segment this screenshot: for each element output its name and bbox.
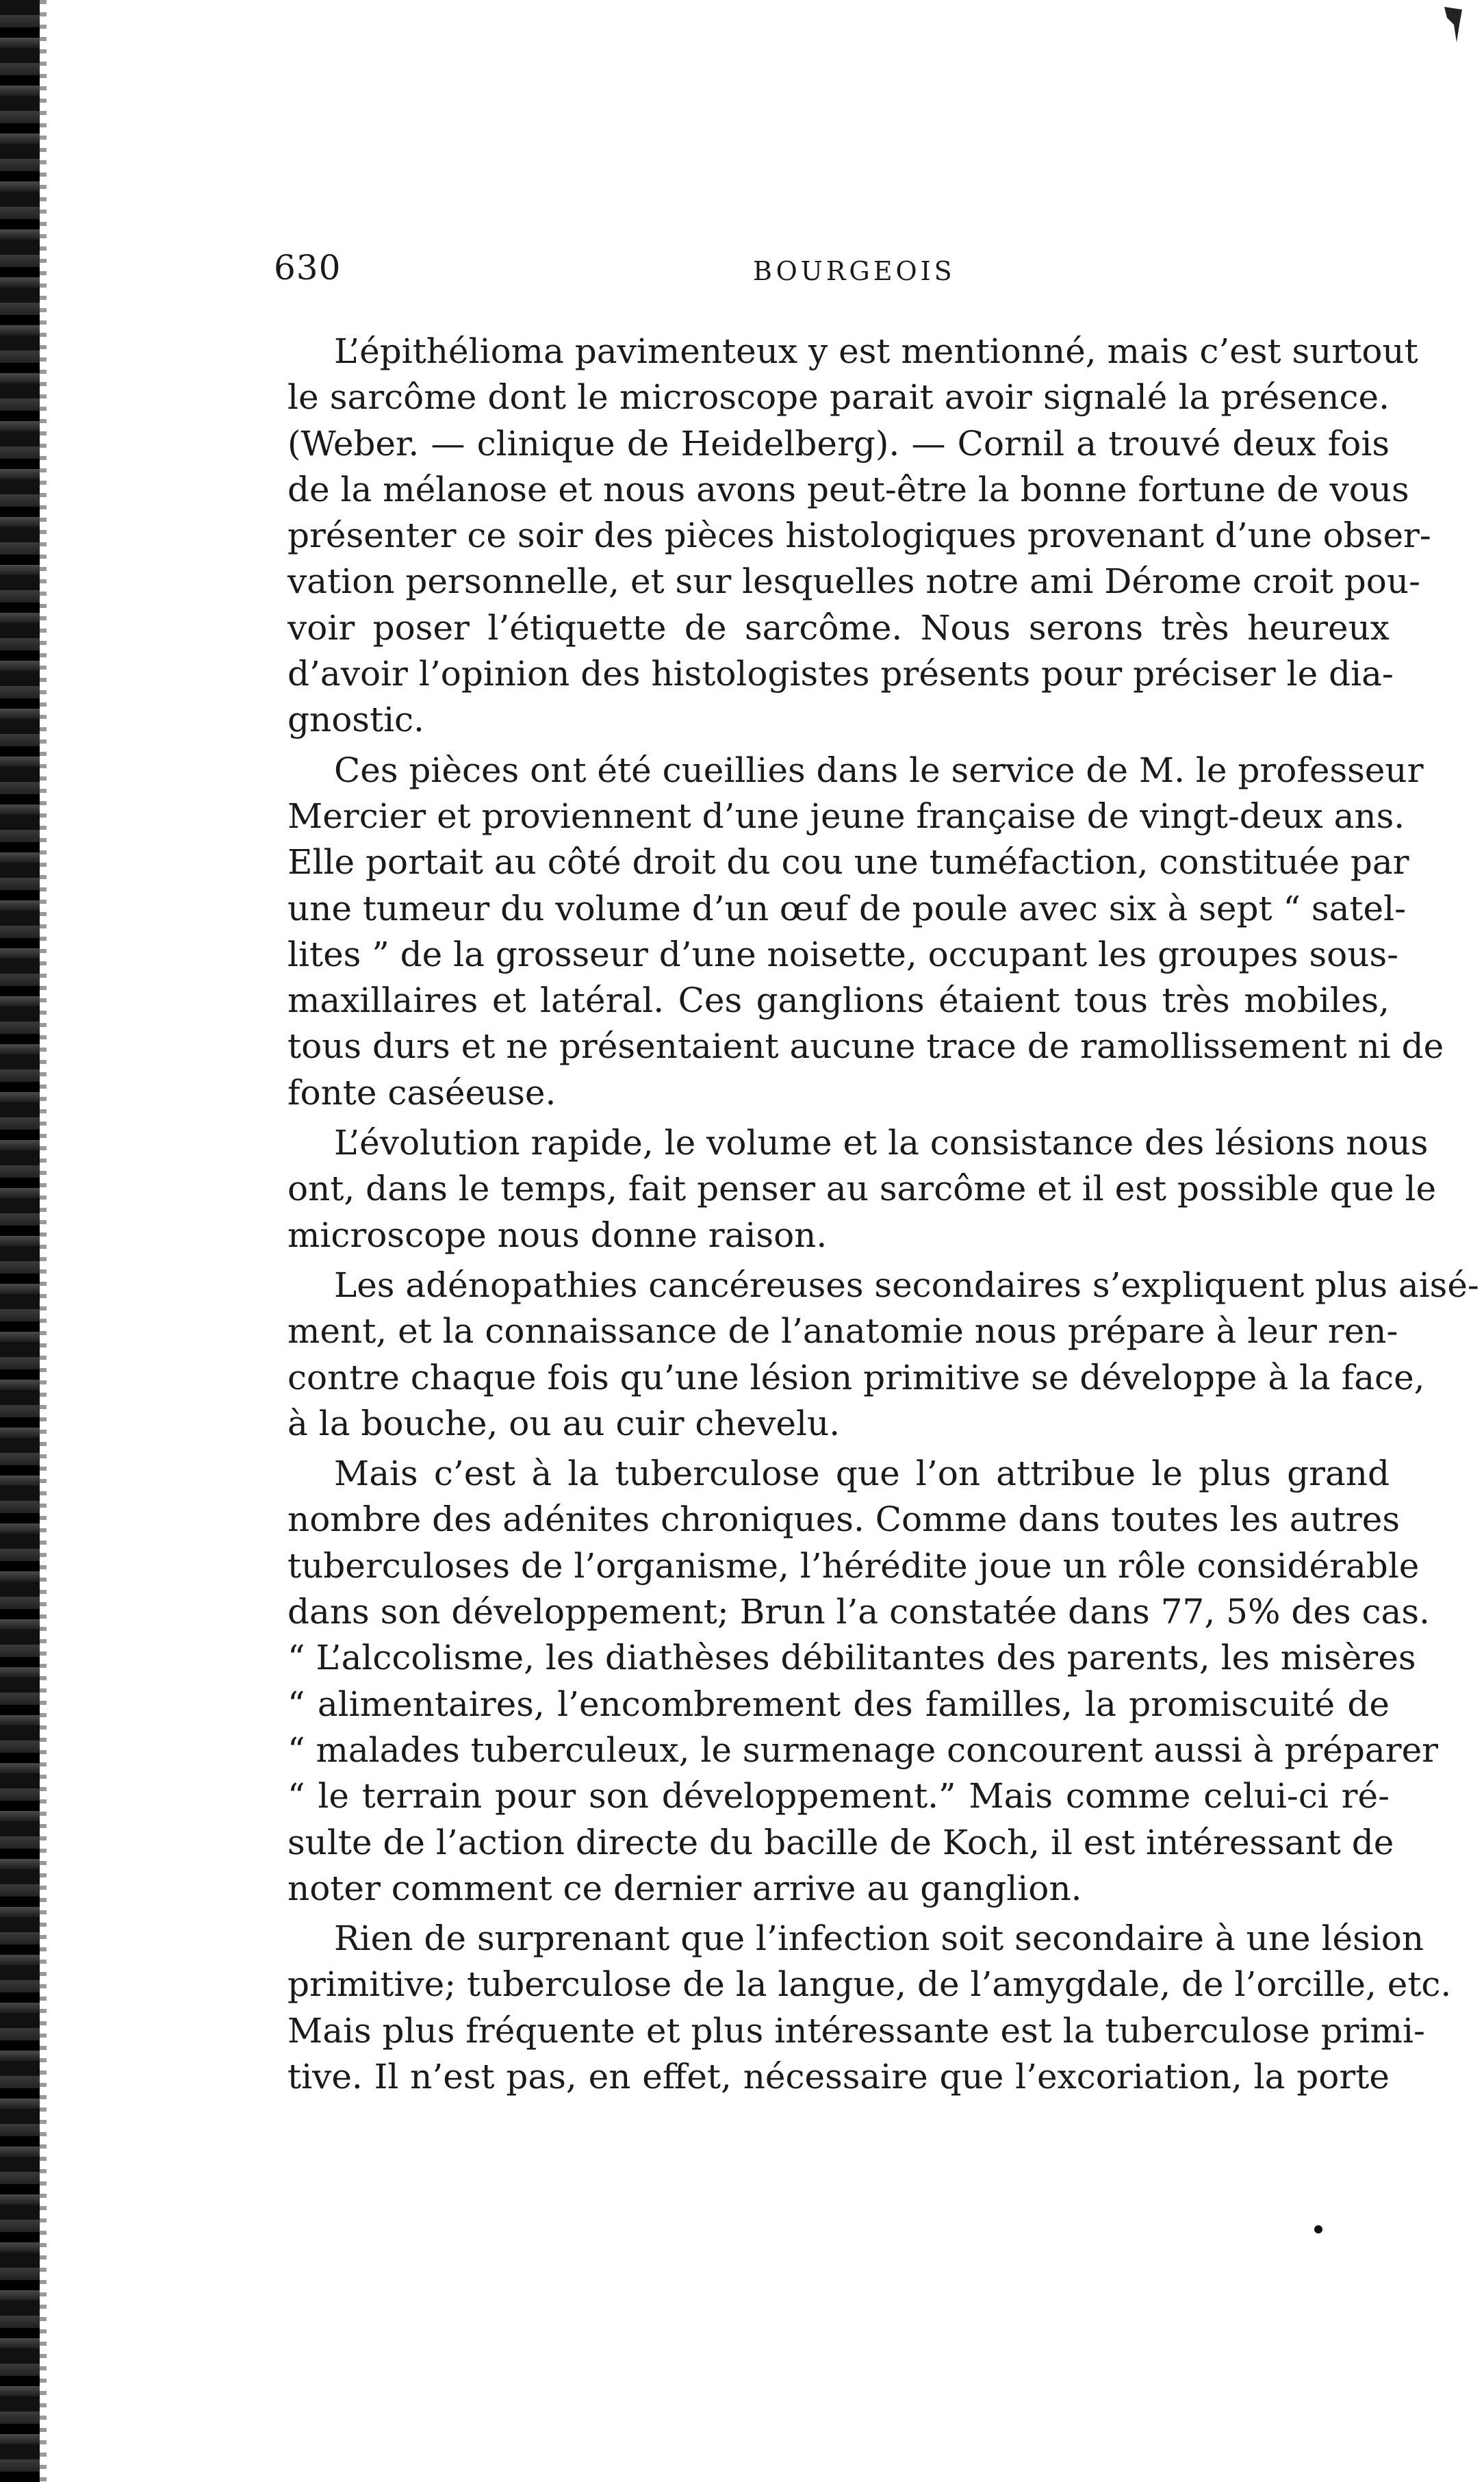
- text-line: Rien de surprenant que l’infection soit secondaire à une lésion: [334, 1919, 1424, 1959]
- text-line: voir poser l’étiquette de sarcôme. Nous serons très heureux: [287, 607, 1390, 648]
- text-line: L’épithélioma pavimenteux y est mentionné, mais c’est surtout: [334, 331, 1418, 371]
- text-line: primitive; tuberculose de la langue, de l’amygdale, de l’orcille, etc.: [287, 1964, 1452, 2005]
- text-line: lites ” de la grosseur d’une noisette, occupant les groupes sous-: [287, 934, 1398, 974]
- text-line: fonte caséeuse.: [287, 1072, 556, 1113]
- text-line: ment, et la connaissance de l’anatomie nous prépare à leur ren-: [287, 1311, 1398, 1352]
- text-line: ont, dans le temps, fait penser au sarcôme et il est possible que le: [287, 1169, 1437, 1209]
- page-header: [274, 248, 1396, 309]
- text-line: sulte de l’action directe du bacille de Koch, il est intéressant de: [287, 1822, 1394, 1862]
- text-line: “ L’alccolisme, les diathèses débilitantes des parents, les misères: [287, 1638, 1416, 1678]
- body-text: [287, 329, 1479, 2100]
- corner-ink-mark: [1442, 4, 1465, 45]
- text-line: nombre des adénites chroniques. Comme dans toutes les autres: [287, 1499, 1400, 1540]
- text-line: Elle portait au côté droit du cou une tuméfaction, constituée par: [287, 842, 1409, 883]
- text-line: présenter ce soir des pièces histologiques provenant d’une obser-: [287, 516, 1431, 556]
- text-line: à la bouche, ou au cuir chevelu.: [287, 1403, 841, 1443]
- text-line: contre chaque fois qu’une lésion primitive se développe à la face,: [287, 1357, 1425, 1397]
- text-line: dans son développement; Brun l’a constatée dans 77, 5% des cas.: [287, 1592, 1430, 1632]
- text-line: Mais plus fréquente et plus intéressante est la tuberculose primi-: [287, 2010, 1425, 2051]
- running-head: BOURGEOIS: [753, 256, 956, 286]
- text-line: tive. Il n’est pas, en effet, nécessaire que l’excoriation, la porte: [287, 2056, 1390, 2097]
- text-line: microscope nous donne raison.: [287, 1215, 828, 1255]
- text-line: noter comment ce dernier arrive au ganglion.: [287, 1868, 1082, 1908]
- text-line: “ le terrain pour son développement.” Mais comme celui-ci ré-: [287, 1776, 1390, 1816]
- text-line: Mais c’est à la tuberculose que l’on attribue le plus grand: [334, 1454, 1390, 1494]
- text-line: le sarcôme dont le microscope parait avoir signalé la présence.: [287, 377, 1390, 418]
- text-line: “ alimentaires, l’encombrement des familles, la promiscuité de: [287, 1684, 1390, 1724]
- text-line: Ces pièces ont été cueillies dans le service de M. le professeur: [334, 750, 1424, 790]
- text-line: L’évolution rapide, le volume et la consistance des lésions nous: [334, 1123, 1429, 1163]
- text-line: d’avoir l’opinion des histologistes présents pour préciser le dia-: [287, 654, 1394, 694]
- text-line: Les adénopathies cancéreuses secondaires s’expliquent plus aisé-: [334, 1265, 1479, 1305]
- text-line: gnostic.: [287, 700, 424, 740]
- text-line: “ malades tuberculeux, le surmenage concourent aussi à préparer: [287, 1730, 1439, 1770]
- book-binding-edge: [0, 0, 40, 2482]
- text-line: tuberculoses de l’organisme, l’hérédite joue un rôle considérable: [287, 1545, 1420, 1586]
- text-line: (Weber. — clinique de Heidelberg). — Cornil a trouvé deux fois: [287, 423, 1390, 464]
- page-number: 630: [274, 248, 342, 288]
- stray-ink-dot: [1314, 2225, 1322, 2233]
- text-line: Mercier et proviennent d’une jeune française de vingt-deux ans.: [287, 796, 1405, 836]
- text-line: une tumeur du volume d’un œuf de poule avec six à sept “ satel-: [287, 888, 1406, 928]
- text-line: de la mélanose et nous avons peut-être la bonne fortune de vous: [287, 469, 1409, 509]
- text-line: tous durs et ne présentaient aucune trace de ramollissement ni de: [287, 1026, 1444, 1067]
- text-line: vation personnelle, et sur lesquelles notre ami Dérome croit pou-: [287, 561, 1421, 602]
- text-line: maxillaires et latéral. Ces ganglions étaient tous très mobiles,: [287, 980, 1390, 1021]
